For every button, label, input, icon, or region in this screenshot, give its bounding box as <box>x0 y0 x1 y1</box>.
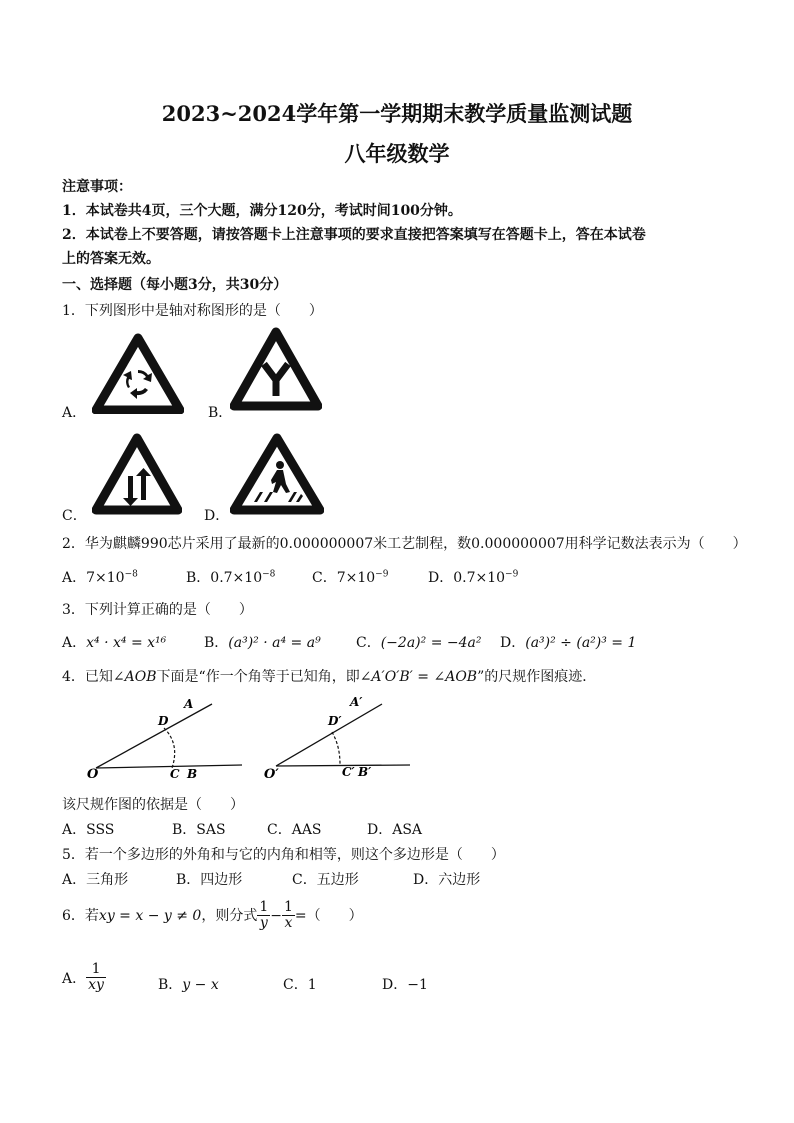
q6-option-d: D．−1 <box>382 977 428 993</box>
q6-option-b <box>158 974 219 994</box>
q6-option-b-expr: y − x <box>182 977 219 993</box>
q3-option-b-expr: (a³)² · a⁴ = a⁹ <box>228 635 321 651</box>
q5-option-d: D．六边形 <box>413 872 481 888</box>
q2-option-b <box>186 567 275 587</box>
q4-option-b: B．SAS <box>172 822 226 838</box>
q3-option-d-expr: (a³)² ÷ (a²)³ = 1 <box>525 635 637 651</box>
q1-option-a-label: A． <box>62 405 87 421</box>
q4-stem-equation: ∠A′O′B′ = ∠AOB <box>359 669 478 685</box>
q4-stem-angle: ∠AOB <box>112 669 157 685</box>
q6-frac2-num: 1 <box>284 899 293 915</box>
page-subtitle: 八年级数学 <box>344 141 450 166</box>
note-item-2-line2: 上的答案无效。 <box>62 251 160 267</box>
q6-stem-post: =（ ） <box>294 907 363 924</box>
q6-stem-mid: ，则分式 <box>201 907 258 924</box>
note-item-2-line1: 2．本试卷上不要答题，请按答题卡上注意事项的要求直接把答案填写在答题卡上，答在本试卷 <box>62 227 646 243</box>
q5-option-b: B．四边形 <box>176 872 243 888</box>
q3-stem: 3．下列计算正确的是（ ） <box>62 602 253 618</box>
q3-option-a <box>62 632 166 652</box>
y-junction-sign-icon <box>230 326 322 412</box>
page-title: 2023~2024学年第一学期期末教学质量监测试题 <box>161 101 633 126</box>
q2-option-d-exp: −9 <box>505 569 519 580</box>
q2-option-a-exp: −8 <box>124 569 138 580</box>
q2-stem: 2．华为麒麟990芯片采用了最新的0.000000007米工艺制程，数0.000000007用科学记数法表示为（ ） <box>62 536 747 552</box>
label-c-prime: C′ <box>342 765 355 779</box>
q6-option-b-label: B． <box>158 977 183 993</box>
angle-aob-figure <box>84 692 254 784</box>
q6-frac1-num: 1 <box>259 899 269 915</box>
q6-option-a-num: 1 <box>86 962 106 978</box>
q6-fraction-1-over-y <box>257 900 270 932</box>
q6-stem <box>62 900 363 932</box>
label-o: O <box>87 767 99 782</box>
q6-option-a-den: xy <box>88 977 104 994</box>
q6-minus: − <box>270 907 282 924</box>
q6-option-c: C．1 <box>283 977 317 993</box>
section-heading: 一、选择题（每小题3分，共30分） <box>62 277 288 293</box>
q2-option-d <box>428 567 518 587</box>
q3-option-b-label: B． <box>204 635 229 651</box>
q4-option-d: D．ASA <box>367 822 423 838</box>
angle-a-prime-o-prime-b-prime-figure <box>262 692 422 784</box>
q4-ask: 该尺规作图的依据是（ ） <box>62 797 244 813</box>
q2-option-c-exp: −9 <box>375 569 389 580</box>
q6-fraction-1-over-x <box>282 900 295 932</box>
q5-option-c: C．五边形 <box>292 872 359 888</box>
q3-option-a-label: A． <box>62 635 87 651</box>
q5-option-a: A．三角形 <box>62 872 129 888</box>
q3-option-c <box>356 632 481 652</box>
q2-option-c <box>312 567 388 587</box>
q3-option-c-label: C． <box>356 635 381 651</box>
q3-option-d <box>500 632 636 652</box>
label-c: C <box>170 767 180 781</box>
q4-stem-pre: 4．已知 <box>62 669 113 685</box>
q4-stem <box>62 666 596 686</box>
q4-option-a: A．SSS <box>62 822 115 838</box>
label-d-prime: D′ <box>328 714 342 728</box>
q4-stem-post: ”的尺规作图痕迹． <box>477 669 597 685</box>
q1-stem: 1．下列图形中是轴对称图形的是（ ） <box>62 303 323 319</box>
q3-option-d-label: D． <box>500 635 526 651</box>
q1-option-d-label: D． <box>204 508 230 524</box>
label-b: B <box>187 767 198 781</box>
q3-option-c-expr: (−2a)² = −4a² <box>380 635 482 651</box>
label-o-prime: O′ <box>264 767 279 782</box>
q6-condition: xy = x − y ≠ 0 <box>98 907 202 924</box>
q3-option-b <box>204 632 321 652</box>
q6-frac1-den: y <box>259 915 268 932</box>
q1-option-b-label: B． <box>208 405 233 421</box>
label-d: D <box>158 714 169 728</box>
two-way-traffic-sign-icon <box>92 432 182 516</box>
q5-stem: 5．若一个多边形的外角和与它的内角和相等，则这个多边形是（ ） <box>62 847 505 863</box>
pedestrian-crossing-sign-icon <box>230 432 324 516</box>
note-item-1: 1．本试卷共4页，三个大题，满分120分，考试时间100分钟。 <box>62 203 462 219</box>
q2-option-c-base: C．7×10 <box>312 570 376 586</box>
label-a: A <box>184 697 194 711</box>
q6-frac2-den: x <box>284 915 293 932</box>
q2-option-a <box>62 567 138 587</box>
q6-stem-pre: 6．若 <box>62 907 99 924</box>
q6-option-a <box>62 962 106 994</box>
q2-option-a-base: A．7×10 <box>62 570 125 586</box>
q6-option-a-fraction <box>86 962 106 994</box>
label-a-prime: A′ <box>350 695 363 709</box>
q2-option-d-base: D．0.7×10 <box>428 570 506 586</box>
q4-option-c: C．AAS <box>267 822 322 838</box>
q3-option-a-expr: x⁴ · x⁴ = x¹⁶ <box>86 635 167 651</box>
q1-option-c-label: C． <box>62 508 87 524</box>
q2-option-b-base: B．0.7×10 <box>186 570 263 586</box>
notes-heading: 注意事项： <box>62 179 132 195</box>
q6-option-a-label: A． <box>62 970 87 987</box>
q4-stem-mid: 下面是“作一个角等于已知角，即 <box>156 669 360 685</box>
roundabout-sign-icon <box>92 332 184 414</box>
label-b-prime: B′ <box>358 765 372 779</box>
q2-option-b-exp: −8 <box>262 569 276 580</box>
